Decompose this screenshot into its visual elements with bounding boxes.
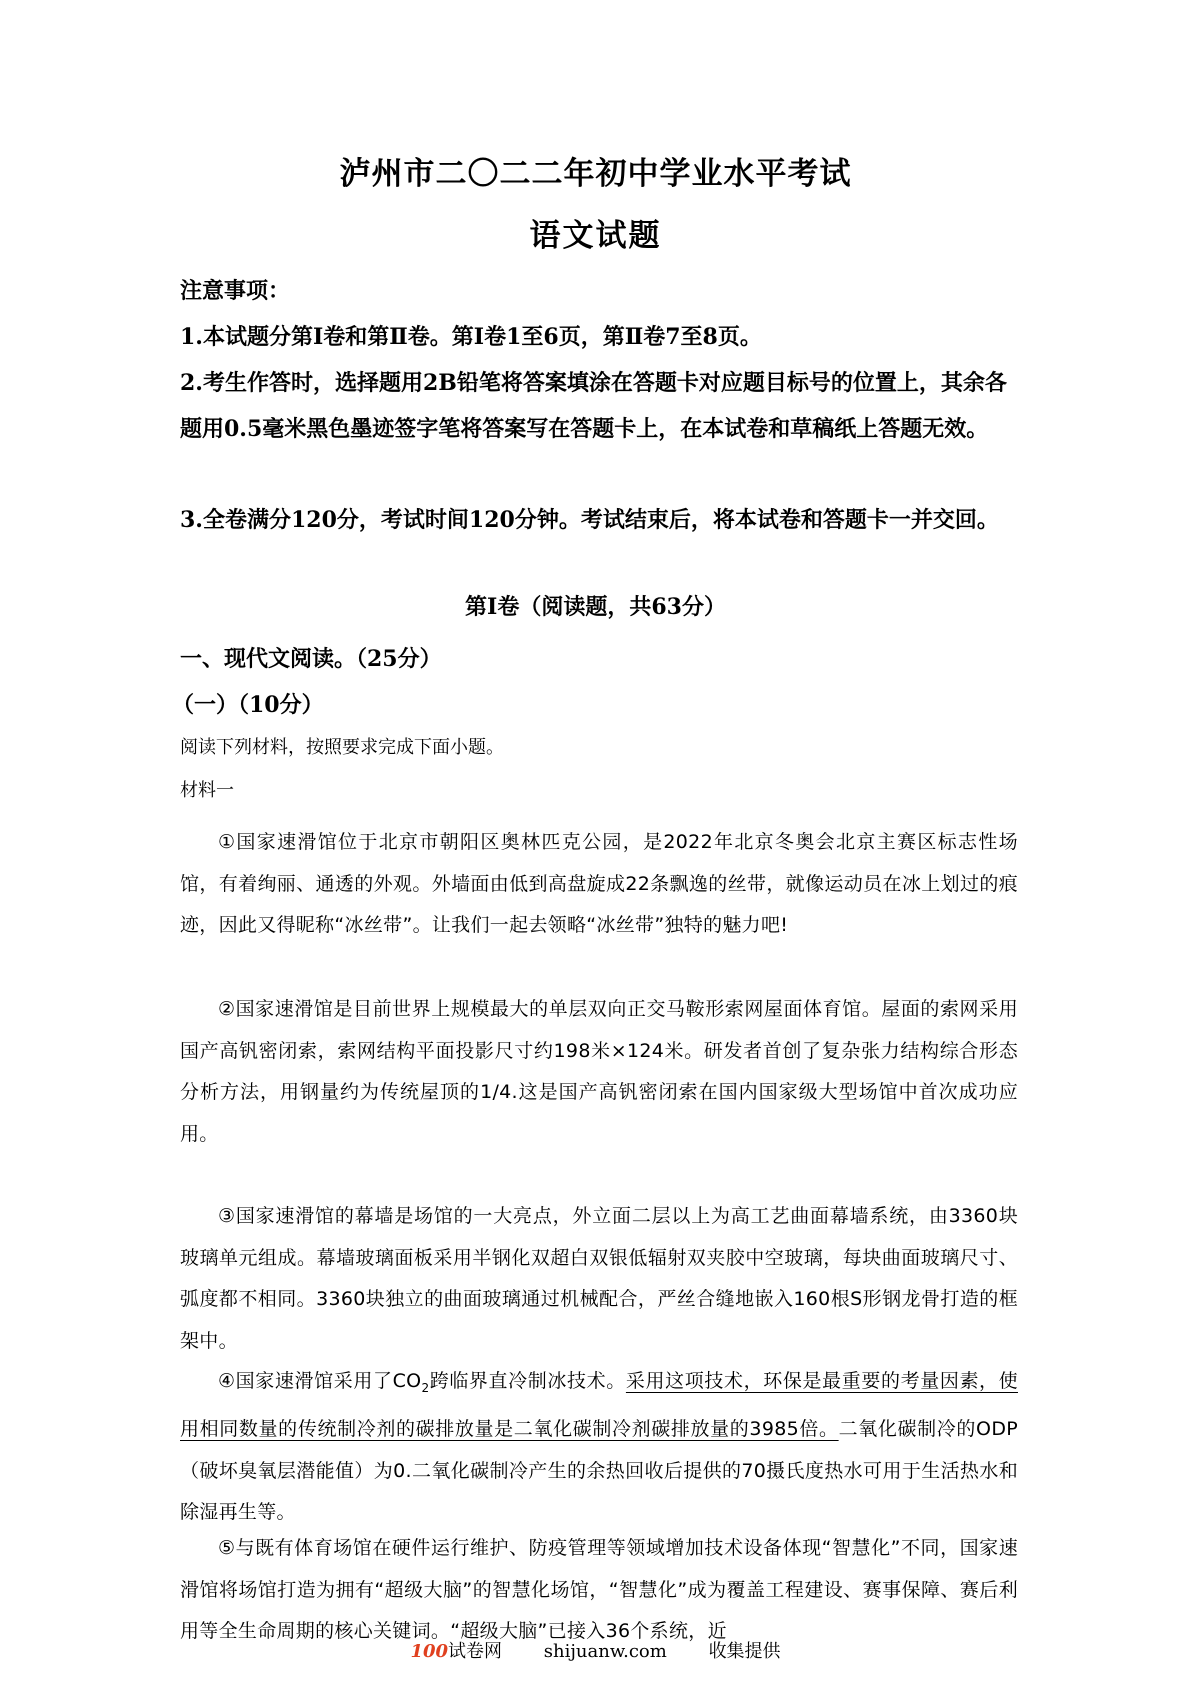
co2-subscript: 2 — [421, 1380, 430, 1395]
paragraph-2: ②国家速滑馆是目前世界上规模最大的单层双向正交马鞍形索网屋面体育馆。屋面的索网采用国产高钒密闭索，索网结构平面投影尺寸约198米×124米。研发者首创了复杂张力结构综合形态分析方法，用钢量约为传统屋顶的1/4.这是国产高钒密闭索在国内国家级大型场馆中首次成功应用。 — [180, 998, 1018, 1145]
section-title: 一、现代文阅读。（25分） — [180, 646, 442, 672]
paragraph-4-start: ④国家速滑馆采用了CO — [218, 1370, 422, 1392]
notice-item-3: 3.全卷满分120分，考试时间120分钟。考试结束后，将本试卷和答题卡一并交回。 — [180, 507, 999, 533]
reading-instruction: 阅读下列材料，按照要求完成下面小题。 — [180, 737, 504, 758]
paragraph-5: ⑤与既有体育场馆在硬件运行维护、防疫管理等领域增加技术设备体现“智慧化”不同，国家速滑馆将场馆打造为拥有“超级大脑”的智慧化场馆，“智慧化”成为覆盖工程建设、赛事保障、赛后利用等全生命周期的核心关键词。“超级大脑”已接入36个系统，近 — [180, 1537, 1018, 1642]
site-domain: shijuanw.com — [543, 1641, 667, 1662]
notice-item-2: 2.考生作答时，选择题用2B铅笔将答案填涂在答题卡对应题目标号的位置上，其余各题用0.5毫米黑色墨迹签字笔将答案写在答题卡上，在本试卷和草稿纸上答题无效。 — [180, 370, 1007, 442]
material-label: 材料一 — [180, 780, 234, 801]
paragraph-1: ①国家速滑馆位于北京市朝阳区奥林匹克公园，是2022年北京冬奥会北京主赛区标志性场馆，有着绚丽、通透的外观。外墙面由低到高盘旋成22条飘逸的丝带，就像运动员在冰上划过的痕迹，因此又得昵称“冰丝带”。让我们一起去领略“冰丝带”独特的魅力吧! — [180, 831, 1018, 936]
exam-title: 泸州市二〇二二年初中学业水平考试 — [339, 156, 852, 192]
site-name: 试卷网 — [448, 1641, 503, 1662]
exam-subtitle: 语文试题 — [529, 218, 662, 254]
notice-heading: 注意事项： — [180, 278, 291, 304]
page-footer — [0, 1637, 1191, 1663]
paragraph-3: ③国家速滑馆的幕墙是场馆的一大亮点，外立面二层以上为高工艺曲面幕墙系统，由3360块玻璃单元组成。幕墙玻璃面板采用半钢化双超白双银低辐射双夹胶中空玻璃，每块曲面玻璃尺寸、弧度都不相同。3360块独立的曲面玻璃通过机械配合，严丝合缝地嵌入160根S形钢龙骨打造的框架中。 — [180, 1205, 1018, 1352]
footer-note: 收集提供 — [708, 1641, 781, 1662]
site-logo: 100 — [410, 1641, 449, 1662]
volume-heading: 第Ⅰ卷（阅读题，共63分） — [465, 594, 726, 620]
paragraph-4 — [180, 1361, 1018, 1534]
paragraph-4-tech: 跨临界直冷制冰技术。 — [429, 1370, 626, 1392]
notice-item-1: 1.本试题分第Ⅰ卷和第Ⅱ卷。第Ⅰ卷1至6页，第Ⅱ卷7至8页。 — [180, 324, 762, 350]
paragraph-4-end: 二氧化碳制冷的ODP（破坏臭氧层潜能值）为0.二氧化碳制冷产生的余热回收后提供的70摄氏度热水可用于生活热水和除湿再生等。 — [180, 1418, 1019, 1524]
underlined-sentence: 采用这项技术，环保是最重要的考量因素，使用相同数量的传统制冷剂的碳排放量是二氧化碳制冷剂碳排放量的3985倍。 — [180, 1370, 1018, 1441]
section-subtitle: （一）（10分） — [172, 692, 324, 718]
